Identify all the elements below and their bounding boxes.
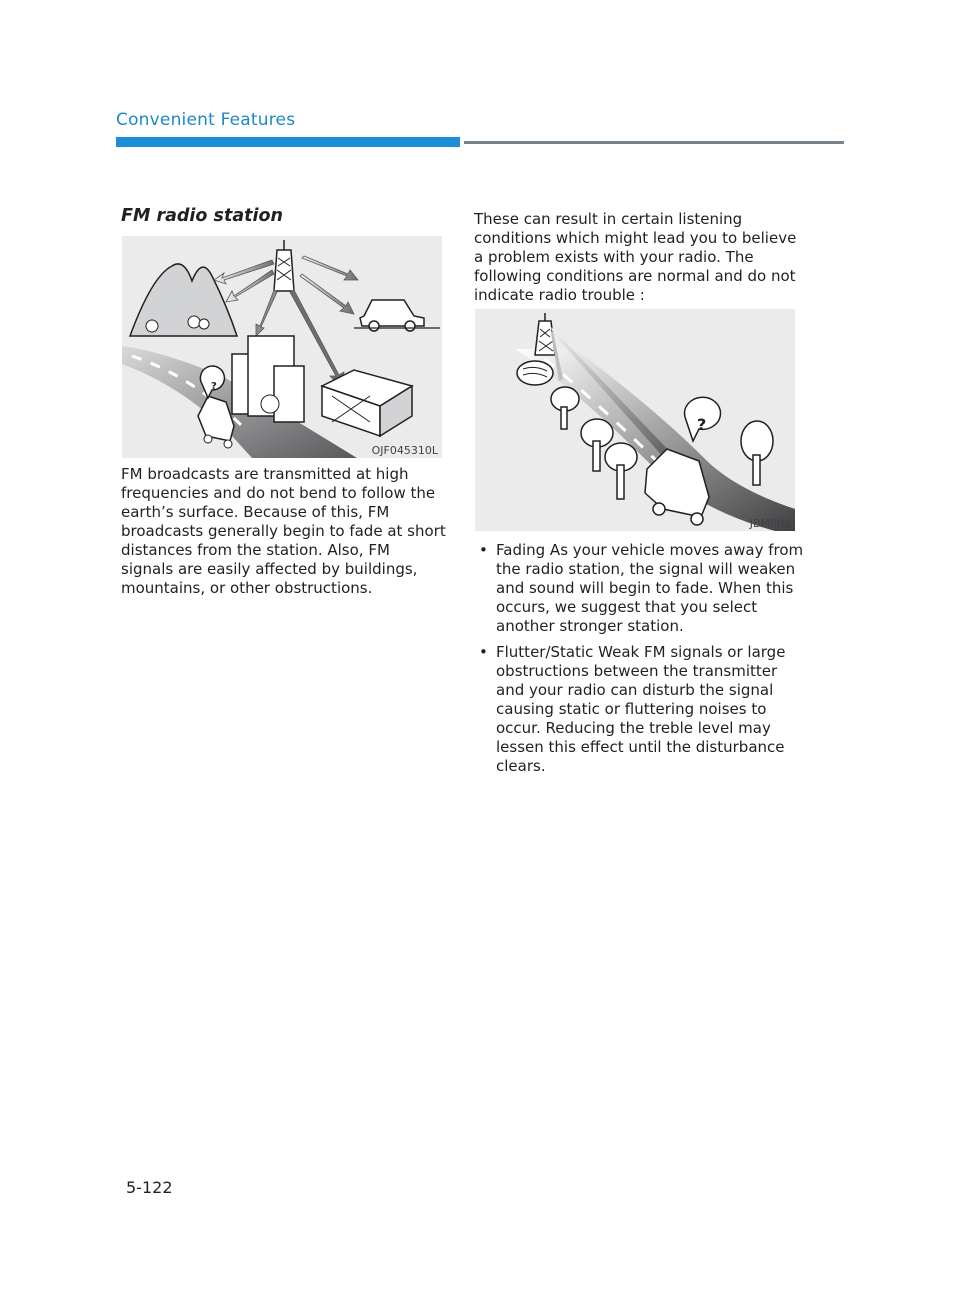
listener-car-icon xyxy=(645,449,709,525)
buildings-icon xyxy=(232,336,304,422)
bullet-symbol: • xyxy=(479,643,488,661)
heading-fm-radio-station: FM radio station xyxy=(121,206,283,226)
conditions-list xyxy=(476,541,806,783)
tunnel-icon xyxy=(322,370,412,436)
list-item-text: Fading As your vehicle moves away from the radio station, the signal will weaken and sound will begin to fade. When this occurs, we suggest that you select another stronger station. xyxy=(496,541,804,635)
figure-fm-broadcast xyxy=(122,236,442,458)
figure-signal-fading xyxy=(475,309,795,531)
left-paragraph: FM broadcasts are transmitted at high frequencies and do not bend to follow the earth’s surface. Because of this, FM broadcasts generally begin to fade at short distances from the station. Also, FM signals are easily affected by buildings, mountains, or other obstructions. xyxy=(121,465,446,597)
figure-code: JBM004 xyxy=(749,517,791,530)
bullet-symbol: • xyxy=(479,541,488,559)
question-mark: ? xyxy=(211,381,217,392)
header-rule-gray xyxy=(464,141,844,144)
right-paragraph: These can result in certain listening conditions which might lead you to believe a problem exists with your radio. The following conditions are normal and do not indicate radio trouble : xyxy=(474,210,797,304)
signal-fading-illustration xyxy=(475,309,795,531)
section-title: Convenient Features xyxy=(116,110,296,130)
figure-code: OJF045310L xyxy=(371,444,438,457)
radio-tower-icon xyxy=(274,240,294,291)
list-item xyxy=(476,643,806,776)
list-item xyxy=(476,541,806,636)
header-rule-blue xyxy=(116,137,460,147)
question-mark: ? xyxy=(697,415,707,434)
fm-broadcast-illustration xyxy=(122,236,442,458)
page-number: 5-122 xyxy=(126,1178,173,1197)
music-bubble-icon xyxy=(517,361,553,385)
car-icon xyxy=(354,300,440,331)
list-item-text: Flutter/Static Weak FM signals or large obstructions between the transmitter and your radio can disturb the signal causing static or fluttering noises to occur. Reducing the treble level may lessen this effect until the disturbance clears. xyxy=(496,643,786,775)
